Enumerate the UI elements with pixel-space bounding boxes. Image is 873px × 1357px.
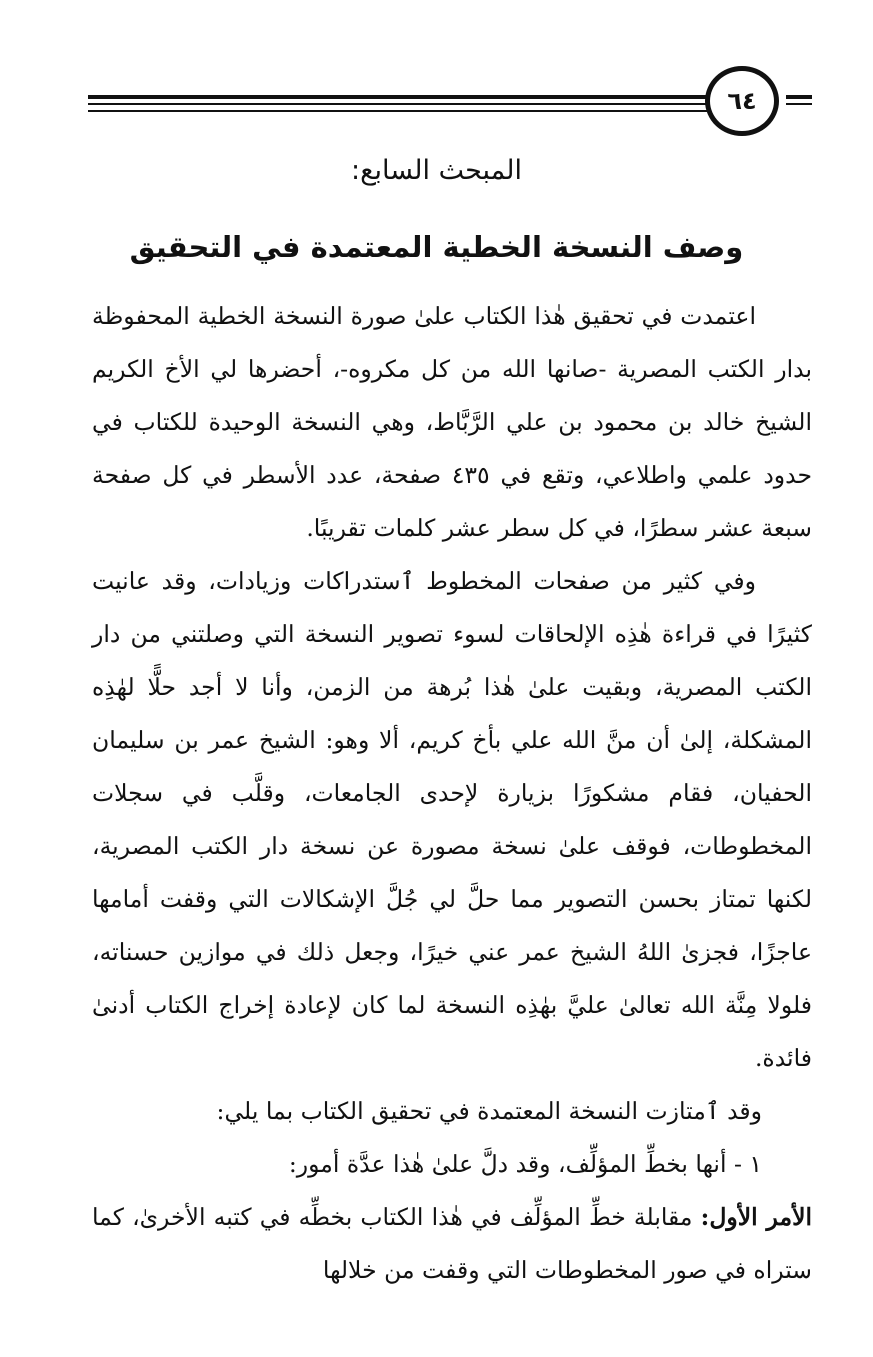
header-rule-tail-thin	[786, 103, 812, 105]
page-header	[0, 0, 873, 150]
page-number: ٦٤	[727, 87, 757, 115]
list-item-1: ١ - أنها بخطِّ المؤلِّف، وقد دلَّ علىٰ هٰذا عدَّة أمور:	[288, 1150, 762, 1178]
header-rule-thin-lower	[88, 110, 713, 112]
body-text	[92, 290, 812, 1297]
paragraph-features-intro: وقد ٱمتازت النسخة المعتمدة في تحقيق الكتاب بما يلي:	[216, 1097, 762, 1125]
header-rule-thin	[88, 103, 713, 105]
header-rule-thick	[88, 95, 713, 99]
section-label: المبحث السابع:	[350, 155, 523, 186]
first-matter-text: مقابلة خطِّ المؤلِّف في هٰذا الكتاب بخطِّه في كتبه الأخرىٰ، كما ستراه في صور المخطوطات التي وقفت من خلالها	[92, 1203, 812, 1284]
paragraph-first-matter	[92, 1191, 812, 1297]
section-title: وصف النسخة الخطية المعتمدة في التحقيق	[129, 230, 744, 264]
first-matter-term: الأمر الأول:	[700, 1203, 813, 1231]
header-rule-tail	[786, 95, 812, 99]
paragraph-manuscript-copy: وفي كثير من صفحات المخطوط ٱستدراكات وزيادات، وقد عانيت كثيرًا في قراءة هٰذِه الإلحاقات لسوء تصوير النسخة التي وصلتني من دار الكتب المصرية، وبقيت علىٰ هٰذا بُرهة من الزمن، وأنا لا أجد حلًّا لهٰذِه المشكلة، إلىٰ أن منَّ الله علي بأخ كريم، ألا وهو: الشيخ عمر بن سليمان الحفيان، فقام مشكورًا بزيارة لإحدى الجامعات، وقلَّب في سجلات المخطوطات، فوقف علىٰ نسخة مصورة عن نسخة دار الكتب المصرية، لكنها تمتاز بحسن التصوير مما حلَّ لي جُلَّ الإشكالات التي وقفت أمامها عاجزًا، فجزىٰ اللهُ الشيخ عمر عني خيرًا، وجعل ذلك في موازين حسناته، فلولا مِنَّة الله تعالىٰ عليَّ بهٰذِه النسخة لما كان لإعادة إخراج الكتاب أدنىٰ فائدة.	[92, 567, 812, 1072]
paragraph-manuscript-source: اعتمدت في تحقيق هٰذا الكتاب علىٰ صورة النسخة الخطية المحفوظة بدار الكتب المصرية -صانها الله من كل مكروه-، أحضرها لي الأخ الكريم الشيخ خالد بن محمود بن علي الرَّبَّاط، وهي النسخة الوحيدة للكتاب في حدود علمي واطلاعي، وتقع في ٤٣٥ صفحة، عدد الأسطر في كل صفحة سبعة عشر سطرًا، في كل سطر عشر كلمات تقريبًا.	[92, 302, 812, 542]
page-number-badge	[705, 66, 779, 136]
